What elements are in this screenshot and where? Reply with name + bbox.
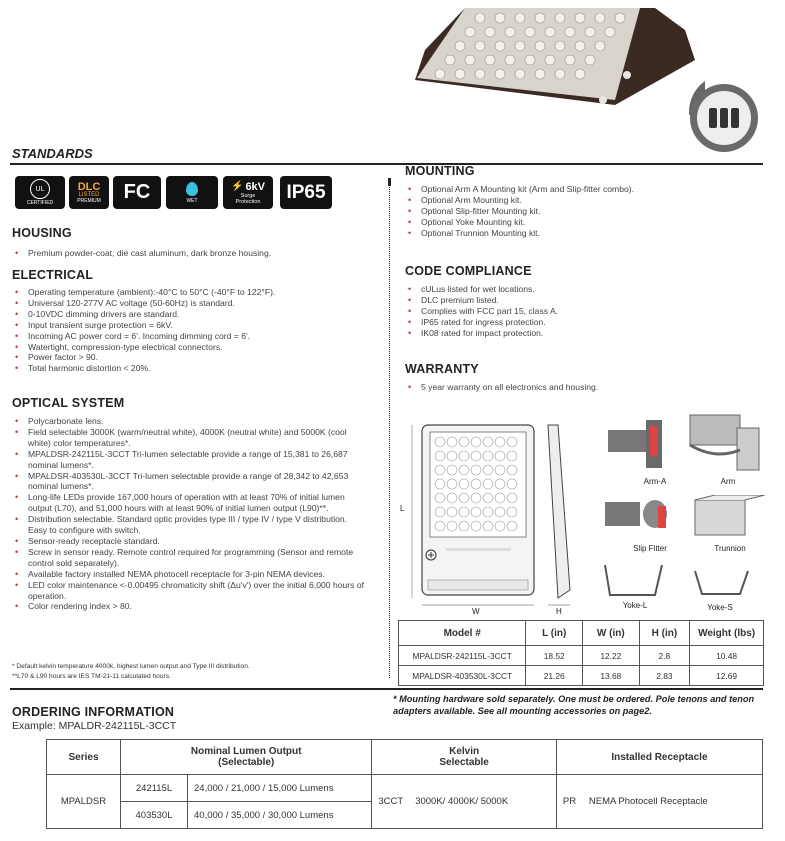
accessory-label: Yoke-S (707, 603, 733, 612)
ip65-badge: IP65 (280, 176, 332, 209)
list-item: • Color rendering index > 80. (12, 601, 367, 612)
list-item: • Polycarbonate lens. (12, 416, 367, 427)
list-item: • Complies with FCC part 15, class A. (405, 306, 775, 317)
accessory-label: Trunnion (714, 544, 746, 553)
sensor-closeup (690, 84, 758, 152)
accessory-trunnion (690, 495, 770, 555)
list-item: • Optional Slip-fitter Mounting kit. (405, 206, 775, 217)
table-row: MPALDSR-403530L-3CCT 21.26 13.68 2.83 12.69 (399, 666, 764, 686)
surge-badge: ⚡ 6kV Surge Protection (223, 176, 273, 209)
spec-table (398, 620, 764, 686)
list-item: • Premium powder-coat, die cast aluminum, dark bronze housing. (12, 248, 372, 259)
footnote: * Default kelvin temperature 4000k, highest lumen output and Type III distribution. (12, 663, 250, 670)
ordering-table (46, 739, 763, 829)
ordering-rule (10, 688, 763, 690)
table-header-row (399, 621, 764, 646)
list-item: • Input transient surge protection = 6kV. (12, 320, 372, 331)
standards-title: STANDARDS (12, 146, 93, 161)
list-item: • Power factor > 90. (12, 352, 372, 363)
lumen-desc: 24,000 / 21,000 / 15,000 Lumens (188, 775, 372, 802)
electrical-title: ELECTRICAL (12, 268, 94, 282)
warranty-title: WARRANTY (405, 362, 479, 376)
fcc-badge: FC (113, 176, 161, 209)
housing-list (12, 248, 372, 259)
mounting-list (405, 184, 775, 239)
series-cell: MPALDSR (47, 775, 121, 829)
accessory-label: Yoke-L (622, 601, 648, 610)
dlc-badge: DLC LISTED PREMIUM (69, 176, 109, 209)
column-header: Nominal Lumen Output (Selectable) (121, 740, 372, 775)
column-header: Series (47, 740, 121, 775)
list-item: • Long-life LEDs provide 167,000 hours of operation with at least 70% of initial lumen output (L70), and 51,000 hours with at least 90% of initial lumen output (L90)**. (12, 492, 367, 514)
table-row (47, 775, 763, 802)
accessory-arm (685, 410, 765, 490)
list-item: • Incoming AC power cord = 6'. Incoming dimming cord = 6'. (12, 331, 372, 342)
column-divider (389, 178, 390, 678)
list-item: • Watertight, compression-type electrical connectors. (12, 342, 372, 353)
accessory-label: Arm-A (643, 477, 667, 486)
code-list (405, 284, 775, 339)
column-divider-top (388, 178, 391, 186)
list-item: • Optional Yoke Mounting kit. (405, 217, 775, 228)
column-header: Installed Receptacle (556, 740, 762, 775)
dimension-h-label: H (556, 607, 562, 616)
kelvin-desc: 3000K/ 4000K/ 5000K (409, 775, 556, 829)
table-row: MPALDSR-242115L-3CCT 18.52 12.22 2.8 10.48 (399, 646, 764, 666)
list-item: • IK08 rated for impact protection. (405, 328, 775, 339)
optical-list (12, 416, 367, 612)
wet-badge: WET (166, 176, 218, 209)
lightning-icon: ⚡ (230, 181, 244, 192)
column-header: L (in) (526, 621, 583, 646)
ordering-example: Example: MPALDR-242115L-3CCT (12, 720, 177, 732)
list-item: • 0-10VDC dimming drivers are standard. (12, 309, 372, 320)
lumen-code: 242115L (121, 775, 188, 802)
housing-title: HOUSING (12, 226, 72, 240)
list-item: • Universal 120-277V AC voltage (50-60Hz) is standard. (12, 298, 372, 309)
accessory-yoke-l (600, 560, 670, 615)
list-item: • Screw in sensor ready. Remote control required for programming (Sensor and remote control sold separately). (12, 547, 367, 569)
column-header: H (in) (639, 621, 690, 646)
list-item: • MPALDSR-403530L-3CCT Tri-lumen selectable provide a range of 28,342 to 42,653 nominal lumens*. (12, 471, 367, 493)
electrical-list (12, 287, 372, 374)
dimension-l-label: L (400, 504, 405, 513)
kelvin-code: 3CCT (372, 775, 409, 829)
list-item: • Total harmonic distortion < 20%. (12, 363, 372, 374)
receptacle-code: PR (556, 775, 583, 829)
receptacle-desc: NEMA Photocell Receptacle (583, 775, 763, 829)
dimension-w-label: W (472, 607, 480, 616)
list-item: • Operating temperature (ambient):-40°C to 50°C (-40°F to 122°F). (12, 287, 372, 298)
accessory-yoke-s (690, 566, 760, 614)
mounting-title: MOUNTING (405, 164, 475, 178)
list-item: • Optional Trunnion Mounting kit. (405, 228, 775, 239)
standards-rule (10, 163, 763, 165)
column-header: Kelvin Selectable (372, 740, 556, 775)
list-item: • Optional Arm Mounting kit. (405, 195, 775, 206)
product-photo (405, 0, 705, 115)
dimension-drawing (398, 420, 583, 620)
accessory-label: Arm (720, 477, 736, 486)
column-header: W (in) (583, 621, 640, 646)
ul-badge: UL CERTIFIED (15, 176, 65, 209)
list-item: • IP65 rated for ingress protection. (405, 317, 775, 328)
mounting-note: * Mounting hardware sold separately. One must be ordered. Pole tenons and tenon adapters available. See all mounting accessories on page2. (393, 694, 755, 716)
list-item: • DLC premium listed. (405, 295, 775, 306)
accessory-arm-a (600, 410, 675, 490)
column-header: Weight (lbs) (690, 621, 764, 646)
list-item: • Available factory installed NEMA photocell receptacle for 3-pin NEMA devices. (12, 569, 367, 580)
column-header: Model # (399, 621, 526, 646)
list-item: • cULus listed for wet locations. (405, 284, 775, 295)
list-item: • 5 year warranty on all electronics and housing. (405, 382, 775, 393)
ul-icon: UL (30, 179, 50, 199)
list-item: • Optional Arm A Mounting kit (Arm and Slip-fitter combo). (405, 184, 775, 195)
footnotes (12, 662, 372, 682)
list-item: • LED color maintenance <-0.00495 chromaticity shift (Δu'v') over the initial 6,000 hours of operation. (12, 580, 367, 602)
accessory-slip-fitter (600, 490, 680, 560)
ordering-title: ORDERING INFORMATION (12, 705, 175, 719)
code-title: CODE COMPLIANCE (405, 264, 532, 278)
warranty-list (405, 382, 775, 393)
lumen-code: 403530L (121, 802, 188, 829)
accessory-label: Slip Fitter (633, 544, 667, 553)
list-item: • Field selectable 3000K (warm/neutral white), 4000K (neutral white) and 5000K (cool white) color temperatures*. (12, 427, 367, 449)
optical-title: OPTICAL SYSTEM (12, 396, 125, 410)
table-header-row (47, 740, 763, 775)
lumen-desc: 40,000 / 35,000 / 30,000 Lumens (188, 802, 372, 829)
footnote: **L70 & L90 hours are IES TM-21-11 calculated hours. (12, 673, 171, 680)
list-item: • MPALDSR-242115L-3CCT Tri-lumen selectable provide a range of 15,381 to 26,687 nominal lumens*. (12, 449, 367, 471)
list-item: • Distribution selectable. Standard optic provides type III / type IV / type V distribution. Easy to configure with switch. (12, 514, 367, 536)
list-item: • Sensor-ready receptacle standard. (12, 536, 367, 547)
water-drop-icon (186, 182, 198, 196)
